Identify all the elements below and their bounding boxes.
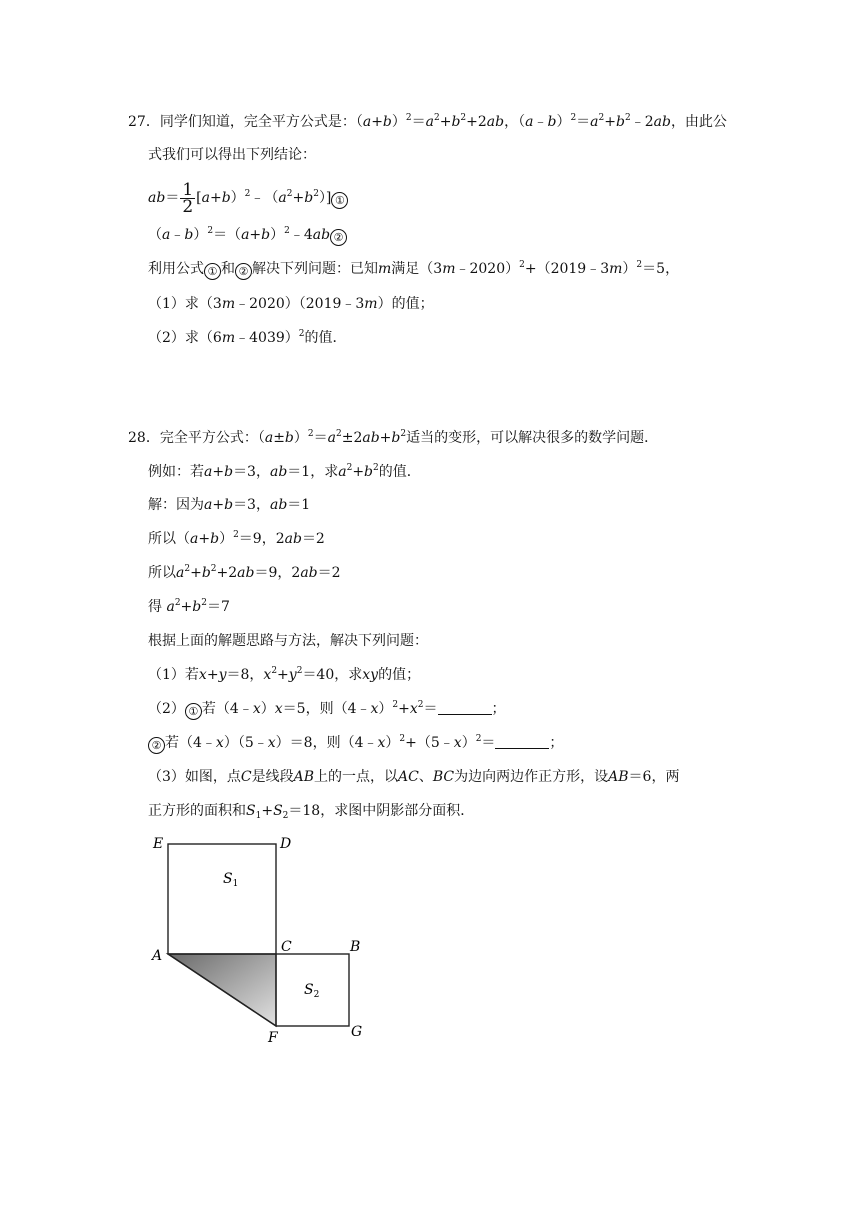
q27-part-1: （1）求（3m﹣2020）（2019﹣3m）的值； [148,296,434,312]
q27-line-2: 式我们可以得出下列结论： [148,147,316,163]
q28-solution-1: 解：因为a+b＝3，ab＝1 [148,497,311,513]
label-b: B [350,939,361,955]
q27-formula-2: $(a﹣b)^2=(a+b)^2﹣4ab$ ② [148,225,347,246]
label-f: F [268,1030,278,1046]
q28-part-2a: （2） ① 若（4﹣x）x＝5，则$(4﹣x)^2+x^2=$ ； [148,700,506,718]
q28-method: 根据上面的解题思路与方法，解决下列问题： [148,633,428,649]
label-g: G [351,1024,363,1040]
q28-solution-2: 所以$(a+b)^2=9$，2ab＝2 [148,530,325,547]
square-s1 [168,844,276,954]
q28-line-1: 28．完全平方公式：$(a\pm b)^2=a^2\pm 2ab+b^2$适当的变形，可以解决很多的数学问题． [128,429,659,446]
q27-use: 利用公式 ① 和 ② 解决下列问题：已知m满足（3m﹣2020）$^2$+（2019﹣3m）$^2$＝5， [148,260,680,278]
q27-number: 27． [128,114,160,130]
q28-example: 例如：若a+b＝3，ab＝1，求$a^2+b^2$的值． [148,463,421,480]
q28-solution-4: 得 $a^2+b^2=7$ [148,598,230,615]
label-a: A [152,948,163,964]
label-e: E [153,836,164,852]
area-label-s2: $S_2$ [304,982,320,1000]
q27-formula-1: ab＝ $\frac{1}{2}$ $[a+b)^2﹣(a^2+b^2)$] ① [148,180,348,216]
q28-part-3-line-2: 正方形的面积和$S_1+S_2=18$，求图中阴影部分面积． [148,803,475,821]
q28-solution-3: 所以$a^2+b^2+2ab=9$，2ab＝2 [148,564,341,581]
q28-number: 28． [128,430,160,446]
q28-part-1: （1）若x+y＝8，$x^2+y^2=40$，求xy的值； [148,666,421,683]
q27-part-2: （2）求（6m﹣4039）$^2$的值． [148,329,347,346]
circled-1: ① [331,192,348,209]
q27-line-1: 27．同学们知道，完全平方公式是：$(a+b)^2=a^2+b^2+2ab$，$(a﹣b)^2=a^2+b^2﹣2ab$，由此公 [128,113,727,130]
label-d: D [280,836,292,852]
q28-part-2b: ② 若（4﹣x）（5﹣x）＝8，则（4﹣x）$^2$+（5﹣x）$^2$＝ ； [148,733,563,754]
q28-part-3-line-1: （3）如图，点C是线段AB上的一点，以AC、BC为边向两边作正方形，设AB＝6，两 [148,769,680,785]
fraction-half: $\frac{1}{2}$ [182,179,194,217]
label-c: C [281,939,292,955]
circled-2: ② [330,229,347,246]
area-label-s1: $S_1$ [223,871,239,889]
